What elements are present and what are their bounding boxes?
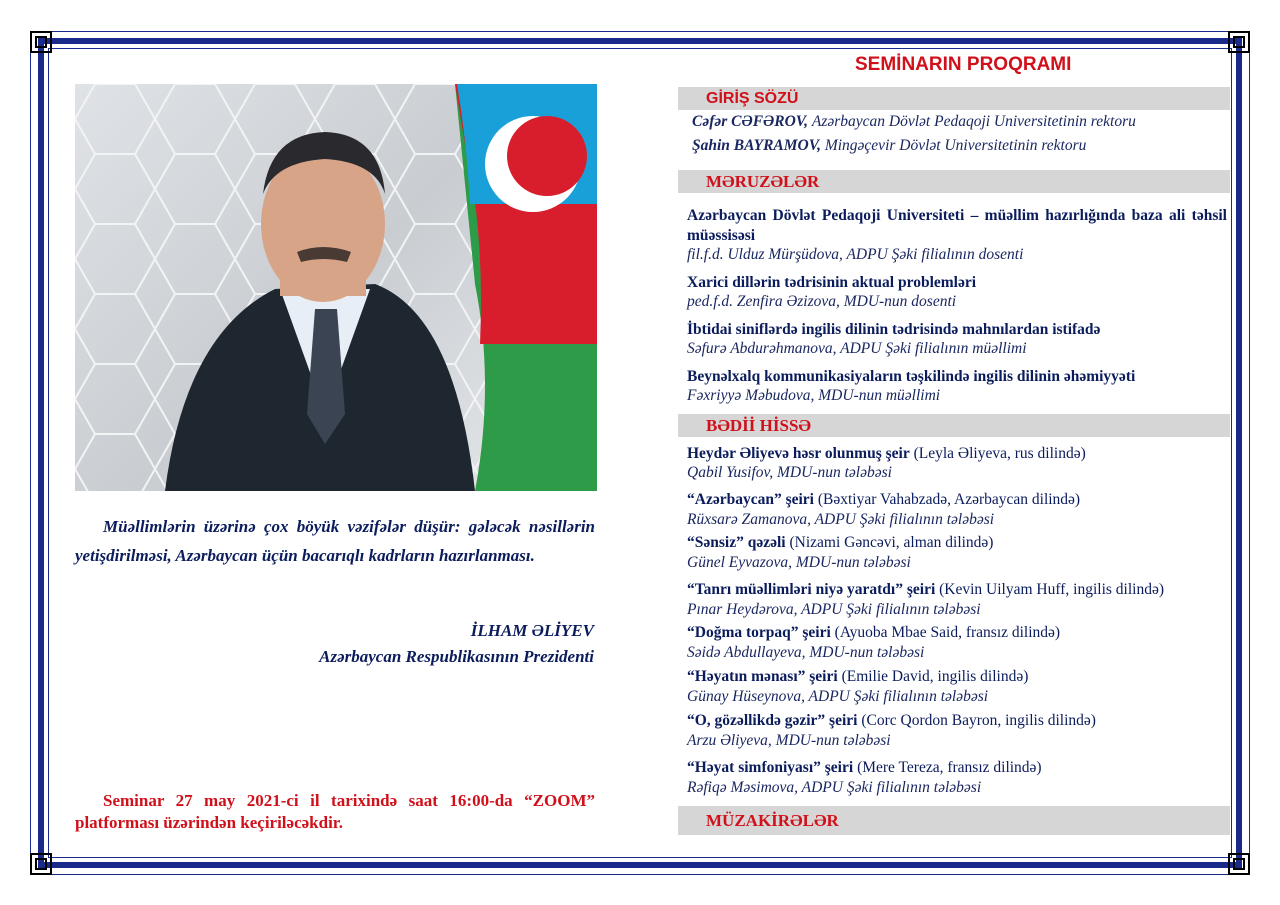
section-heading: BƏDİİ HİSSƏ (706, 416, 811, 435)
opening-speaker: Cəfər CƏFƏROV, Azərbaycan Dövlət Pedaqoji Universitetinin rektoru (692, 113, 1136, 130)
report-author: ped.f.d. Zenfira Əzizova, MDU-nun dosenti (687, 293, 957, 310)
program-title: SEMİNARIN PROQRAMI (855, 54, 1072, 75)
report-title: İbtidai siniflərdə ingilis dilinin tədrisində mahnılardan istifadə (687, 321, 1101, 338)
quote-attribution (319, 618, 594, 670)
art-item: “Həyat simfoniyası” şeiri (Mere Tereza, fransız dilində) (687, 759, 1042, 776)
report-author: Fəxriyyə Məbudova, MDU-nun müəllimi (687, 387, 941, 404)
section-heading: MÜZAKİRƏLƏR (706, 811, 839, 830)
art-performer: Günay Hüseynova, ADPU Şəki filialının tələbəsi (687, 688, 989, 705)
corner-ornament-top-right (1228, 31, 1250, 53)
author-name: İLHAM ƏLİYEV (470, 621, 594, 640)
art-item: “O, gözəllikdə gəzir” şeiri (Corc Qordon Bayron, ingilis dilində) (687, 712, 1096, 729)
section-discussion (678, 806, 1230, 835)
art-performer: Pınar Heydərova, ADPU Şəki filialının tələbəsi (687, 601, 981, 618)
art-performer: Səidə Abdullayeva, MDU-nun tələbəsi (687, 644, 925, 661)
corner-ornament-bottom-left (30, 853, 52, 875)
art-performer: Rəfiqə Məsimova, ADPU Şəki filialının tələbəsi (687, 779, 982, 796)
art-performer: Qabil Yusifov, MDU-nun tələbəsi (687, 464, 892, 481)
art-item: “Azərbaycan” şeiri (Bəxtiyar Vahabzadə, Azərbaycan dilində) (687, 491, 1081, 508)
report-title: Xarici dillərin tədrisinin aktual problemləri (687, 274, 977, 291)
report-title: Beynəlxalq kommunikasiyaların təşkilində ingilis dilinin əhəmiyyəti (687, 368, 1136, 385)
section-arts (678, 414, 1230, 437)
art-performer: Rüxsarə Zamanova, ADPU Şəki filialının tələbəsi (687, 511, 995, 528)
art-performer: Arzu Əliyeva, MDU-nun tələbəsi (687, 732, 891, 749)
seminar-announcement: Seminar 27 may 2021-ci il tarixində saat 16:00-da “ZOOM” platforması üzərindən keçiriləcəkdir. (75, 791, 595, 832)
section-opening (678, 87, 1230, 110)
section-heading: MƏRUZƏLƏR (706, 172, 820, 191)
corner-ornament-bottom-right (1228, 853, 1250, 875)
report-author: fil.f.d. Ulduz Mürşüdova, ADPU Şəki filialının dosenti (687, 246, 1024, 263)
opening-speaker: Şahin BAYRAMOV, Mingəçevir Dövlət Universitetinin rektoru (692, 137, 1087, 154)
art-item: “Həyatın mənası” şeiri (Emilie David, ingilis dilində) (687, 668, 1029, 685)
corner-ornament-top-left (30, 31, 52, 53)
art-performer: Günel Eyvazova, MDU-nun tələbəsi (687, 554, 911, 571)
president-quote: Müəllimlərin üzərinə çox böyük vəzifələr düşür: gələcək nəsillərin yetişdirilməsi, Azərbaycan üçün bacarıqlı kadrların hazırlanması. (75, 517, 595, 565)
art-item: “Tanrı müəllimləri niyə yaratdı” şeiri (Kevin Uilyam Huff, ingilis dilində) (687, 581, 1165, 598)
art-item: “Sənsiz” qəzəli (Nizami Gəncəvi, alman dilində) (687, 534, 994, 551)
section-reports (678, 170, 1230, 193)
portrait-photo (75, 84, 597, 491)
report-author: Səfurə Abdurəhmanova, ADPU Şəki filialının müəllimi (687, 340, 1027, 357)
art-item: “Doğma torpaq” şeiri (Ayuoba Mbae Said, fransız dilində) (687, 624, 1061, 641)
author-title: Azərbaycan Respublikasının Prezidenti (319, 647, 594, 666)
section-heading: GİRİŞ SÖZÜ (706, 90, 799, 107)
art-item: Heydər Əliyevə həsr olunmuş şeir (Leyla Əliyeva, rus dilində) (687, 445, 1086, 462)
report-title: Azərbaycan Dövlət Pedaqoji Universiteti – müəllim hazırlığında baza ali təhsil müəssisəsi (687, 207, 1227, 244)
